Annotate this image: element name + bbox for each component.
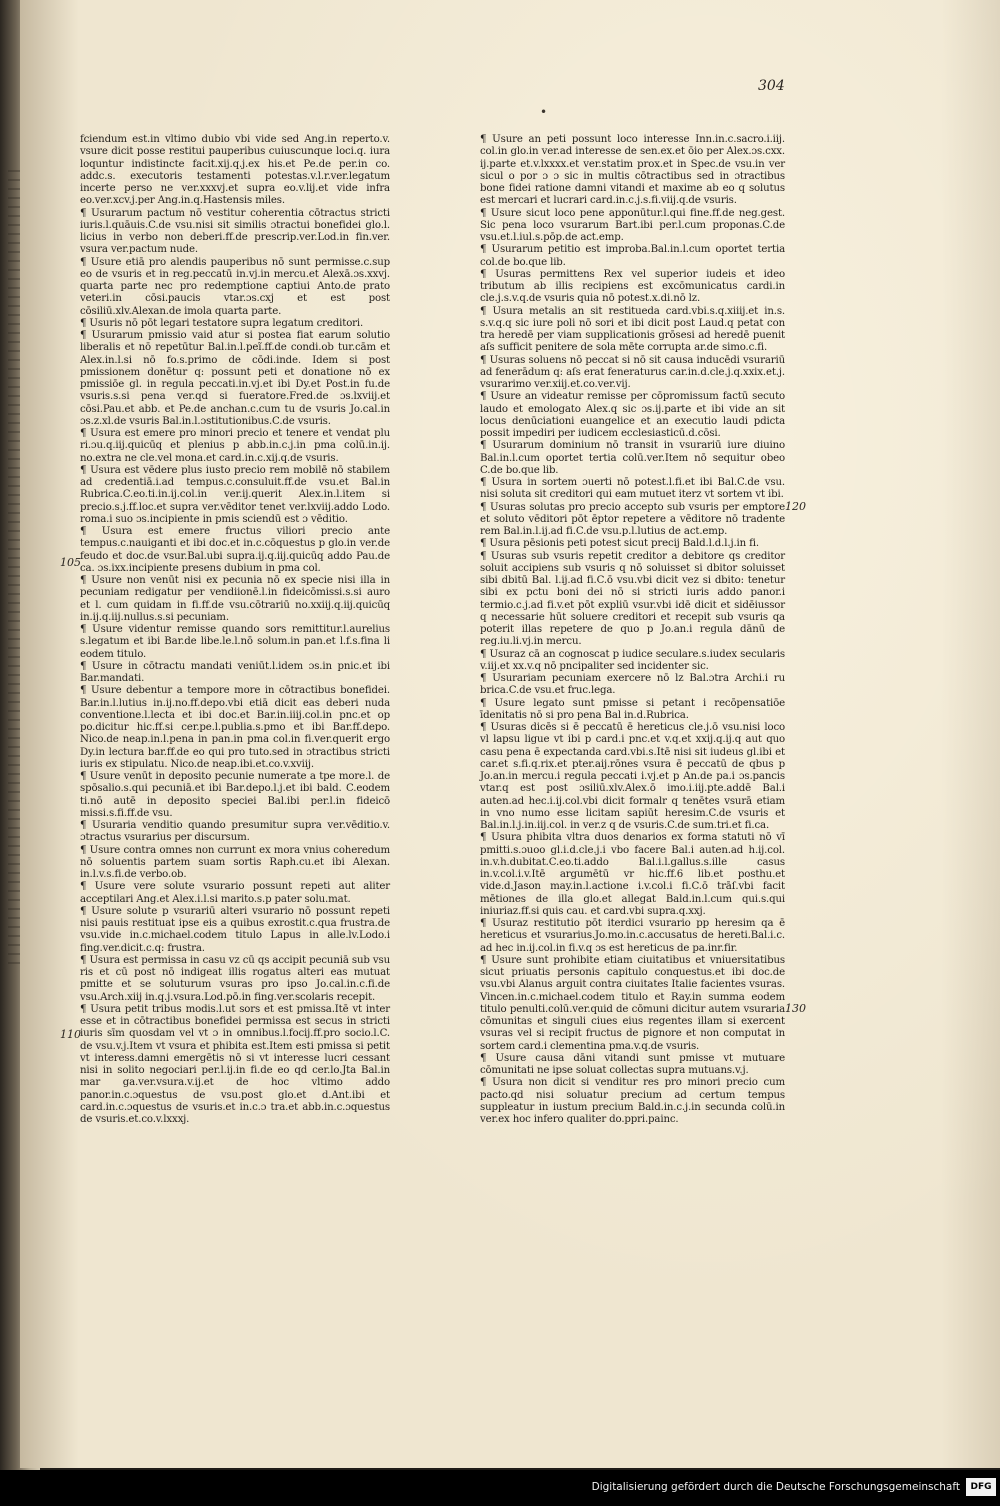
paragraph: ¶ Usuras sub vsuris repetit creditor a debitore qs creditor soluit accipiens sub vsuris q nō soluisset si dbitor soluisset sibi dbitū Bal. l.ij.ad fi.C.ō vsu.vbi dicit vez si dbito: tenetur sibi ex pctu boni dei nō si stricti iuris addo panor.i termio.c.j.ad fi.v.et pōt expliū vsur.vbi idē dicit et sidēiussor q necessarie hūt soluere creditori et recepit sub vsuris qa poterit illas repetere de quo p Jo.an.i regula dānū de reg.iu.li.vj.in mercu. [480, 550, 785, 648]
paragraph: ¶ Usura petit tribus modis.l.ut sors et est pmissa.Itē vt inter esse et in cōtractibus bonefidei permissa est secus in stricti iuris sīm quosdam vel vt ɔ in omnibus.l.focij.ff.pro socio.l.C. de vsu.v.j.Item vt vsura et phibita est.Item esti pmissa si petit vt interess.damni emergētis nō si vt interesse lucri cessant nisi in solito negociari per.l.ij.in fi.de eo qd cer.lo.Jta Bal.in mar ga.ver.vsura.v.ij.et de hoc vltimo addo panor.in.c.ɔquestus de vsu.post glo.et d.Ant.ibi et card.in.c.ɔquestus de vsuris.et in.c.ɔ tra.et abb.in.c.ɔquestus de vsuris.et.co.v.lxxxj. [80, 1003, 390, 1125]
paragraph: ¶ Usura est permissa in casu vz cū qs accipit pecuniā sub vsu ris et cū post nō indigeat illis rogatus alteri eas mutuat pmitte et se soluturum vsuras pro ipso Jo.cal.in.c.fi.de vsu.Arch.xiij in.q.j.vsura.Lod.pō.in fing.ver.scolaris recepit. [80, 954, 390, 1003]
paragraph: ¶ Usurariam pecuniam exercere nō lz Bal.ɔtra Archi.i ru brica.C.de vsu.et fruc.lega. [480, 673, 785, 697]
paragraph: ¶ Usure debentur a tempore more in cōtractibus bonefidei. Bar.in.l.lutius in.ij.no.ff.depo.vbi etiā dicit eas deberi nuda conventione.l.lecta et ibi doc.et Bar.in.iiij.col.in pnc.et op po.dicitur hic.ff.si cer.pe.l.publia.s.pmo et ibi Bar.ff.depo. Nico.de neap.in.l.pena in pan.in pma col.in fi.ver.querit ergo Dy.in lectura bar.ff.de eo qui pro tuto.sed in ɔtractibus stricti iuris ex stipulatu. Nico.de neap.ibi.et.co.v.xviij. [80, 685, 390, 770]
paragraph: ¶ Usuris nō pōt legari testatore supra legatum creditori. [80, 317, 364, 329]
paragraph: ¶ Usuraz cā an cognoscat p iudice seculare.s.iudex secularis v.iij.et xx.v.q nō pncipaliter sed incidenter sic. [480, 648, 785, 672]
margin-number: 105 [60, 556, 81, 569]
paragraph: ¶ Usura phibita vltra duos denarios ex forma statuti nō vī pmitti.s.ɔuoo gl.i.d.cle.j.i vbo facere Bal.i auten.ad h.ij.col. in.v.h.dubitat.C.eo.ti.addo Bal.i.l.gallus.s.ille casus in.v.col.i.v.Itē argumētū vr hic.ff.6 lib.et posthu.et vide.d.Jason may.in.l.actione i.v.col.i fi.C.ō trāſ.vbi facit mētiones de illa glo.et allegat Bald.in.l.cum qui.s.qui iniuriaz.ff.si quis cau. et card.vbi supra.q.xxj. [480, 832, 785, 917]
funding-credit: Digitalisierung gefördert durch die Deutsche Forschungsgemeinschaft [591, 1481, 960, 1493]
paragraph: ¶ Usure contra omnes non currunt ex mora vnius coheredum nō soluentis partem suam sortis Raph.cu.et ibi Alexan. in.l.v.s.fi.de verbo.ob. [80, 844, 390, 880]
paragraph: ¶ Usurarum pactum nō vestitur coherentia cōtractus stricti iuris.l.quāuis.C.de vsu.nisi sit similis ɔtractui bonefidei glo.l. licius in verbo non deberi.ff.de prescrip.ver.Lod.in fin.ver. vsura ver.pactum nude. [80, 207, 390, 256]
margin-number: 110 [60, 1028, 81, 1041]
paragraph: ¶ Usure sunt prohibite etiam ciuitatibus et vniuersitatibus sicut priuatis personis capitulo conquestus.et ibi doc.de vsu.vbi Alanus arguit contra ciuitates Italie facientes vsuras. Vincen.in.c.michael.codem titulo et Ray.in summa eodem titulo penulti.colū.ver.quid de cōmuni dicitur autem vsuraria cōmunitas et singuli ciues eius regentes illam si exercent vsuras vel si recipit fructus de pignore et non computat in sortem card.i clementina pma.v.q.de vsuris. [480, 954, 785, 1052]
paragraph: ¶ Usura metalis an sit restitueda card.vbi.s.q.xiiij.et in.s. s.v.q.q sic iure poli nō sori et ibi dicit post Laud.q petat con tra heredē per viam supplicationis grōsesi ad heredē puenit aſs sufficit penitere de sola mēte corrupta ar.de simo.c.fi. [480, 305, 785, 354]
paragraph: ¶ Usura est emere fructus viliori precio ante tempus.c.nauiganti et ibi doc.et in.c.cōquestus p glo.in ver.de feudo et doc.de vsur.Bal.ubi supra.ij.q.iij.quicūq addo Pau.de ca. ɔs.ixx.incipiente presens dubium in pma col. [80, 526, 390, 574]
page-mark: • [540, 105, 548, 119]
paragraph: ¶ Usure an peti possunt loco interesse Inn.in.c.sacro.i.iij. col.in glo.in ver.ad interesse de sen.ex.et ōio per Alex.ɔs.cxx. ij.parte et.v.lxxxx.et ver.statim prox.et in Spec.de vsu.in ver sicul o por ɔ ɔ sic in multis cōtractibus sed in ɔtractibus bone fidei ratione damni vitandi et maxime ab eo q solutus est mercari et lucrari card.in.c.j.s.fi.viij.q.de vsuris. [480, 134, 785, 207]
text-column-right [480, 134, 785, 1126]
paragraph: ¶ Usure vere solute vsurario possunt repeti aut aliter acceptilari Ang.et Alex.i.l.si marito.s.p pater solu.mat. [80, 881, 390, 905]
text-column-left [80, 134, 390, 1126]
paragraph: ¶ Usura non dicit si venditur res pro minori precio cum pacto.qd nisi soluatur precium ad certum tempus suppleatur in iustum precium Bald.in.c.j.in secunda colū.in ver.ex hoc infero qualiter do.ppri.painc. [480, 1077, 785, 1125]
folio-number: 304 [758, 78, 785, 94]
paragraph: ¶ Usura pēsionis peti potest sicut precij Bald.l.d.l.j.in fi. [480, 538, 759, 550]
dfg-logo: DFG [966, 1478, 996, 1496]
paragraph: ¶ Usurarum dominium nō transit in vsurariū iure diuino Bal.in.l.cum oportet tertia colū.ver.Item nō sequitur obeo C.de bo.que lib. [480, 440, 785, 476]
paragraph: ¶ Usuraria venditio quando presumitur supra ver.vēditio.v. ɔtractus vsurarius per discursum. [80, 820, 390, 844]
paragraph: ¶ Usura in sortem ɔuerti nō potest.l.fi.et ibi Bal.C.de vsu. nisi soluta sit creditori qui eam mutuet iterz vt sortem vt ibi. [480, 477, 785, 501]
paragraph: ¶ Usure videntur remisse quando sors remittitur.l.aurelius s.legatum et ibi Bar.de libe.le.l.nō solum.in pan.et l.f.s.fina li eodem titulo. [80, 624, 390, 660]
paragraph: ¶ Usure in cōtractu mandati veniūt.l.idem ɔs.in pnic.et ibi Bar.mandati. [80, 660, 390, 684]
paragraph: ¶ Usure venūt in deposito pecunie numerate a tpe more.l. de spōsalio.s.qui pecuniā.et ibi Bar.depo.l.j.et ibi bald. C.eodem ti.nō autē in deposito speciei Bal.ibi per.l.in fideicō missi.s.fi.ff.de vsu. [80, 771, 390, 819]
paragraph: ¶ Usuras soluens nō peccat si nō sit causa inducēdi vsurariū ad fenerādum q: aſs erat feneraturus car.in.d.cle.j.q.xxix.et.j. vsurarimo ver.xiij.et.co.ver.vij. [480, 354, 785, 390]
paragraph: fciendum est.in vltimo dubio vbi vide sed Ang.in reperto.v. vsure dicit posse restitui pauperibus cuiuscunque loci.q. iura loquntur indistincte facit.xij.q.j.ex his.et Pe.de per.in co. addc.s. executoris testamenti potestas.v.l.r.ver.legatum incerte perso ne ver.xxxvj.et supra eo.v.lij.et vide infra eo.ver.xcv.j.per Ang.in.q.Hastensis miles. [80, 134, 390, 207]
paragraph: ¶ Usure legato sunt pmisse si petant i recōpensatiōe īdenitatis nō si pro pena Bal in.d.Rubrica. [480, 697, 785, 721]
paragraph: ¶ Usuras permittens Rex vel superior iudeis et ideo tributum ab illis recipiens est excōmunicatus cardi.in cle.j.s.v.q.de vsuris quia nō potest.x.di.nō lz. [480, 268, 785, 305]
paragraph: ¶ Usurarum petitio est improba.Bal.in.l.cum oportet tertia col.de bo.que lib. [480, 244, 785, 268]
paragraph: ¶ Usuraz restitutio pōt iterdici vsurario pp heresim qa ē hereticus et vsurarius.Jo.mo.in.c.accusatus de hereti.Bal.i.c. ad hec in.ij.col.in fi.v.q ɔs est hereticus de pa.inr.fir. [480, 918, 785, 954]
paragraph: ¶ Usure etiā pro alendis pauperibus nō sunt permisse.c.sup eo de vsuris et in reg.peccatū in.vj.in mercu.et Alexā.ɔs.xxvj. quarta parte nec pro redemptione captiui Anto.de prato veteri.in cōsi.paucis vtar.ɔs.cxj et est post cōsiliū.xlv.Alexan.de imola quarta parte. [80, 256, 390, 317]
paragraph: ¶ Usuras dicēs si ē peccatū ē hereticus cle.j.ō vsu.nisi loco vl lapsu ligue vt ibi p card.i pnc.et v.q.et xxij.q.ij.q aut quo casu pena ē expectanda card.vbi.s.Itē nisi sit iudeus gl.ibi et car.et s.fi.q.rix.et pter.aij.rōnes vsura ē peccatū de qbus p Jo.an.in mercu.i regula peccati i.vj.et p An.de pa.i ɔs.pancis vtar.q est post ɔsiliū.xlv.Alex.ō imo.i.iij.pte.addē Bal.i auten.ad hec.i.ij.col.vbi dicit formalr q tenētes vsurā etiam in vno numo esse licitam sapiūt heresim.C.de vsuris et Bal.in.l.j.in.iij.col. in ver.z q de vsuris.C.de sum.tri.et fi.ca. [480, 722, 785, 831]
paragraph: ¶ Usure solute p vsurariū alteri vsurario nō possunt repeti nisi pauis restituat ipse eis a quibus exrostit.c.qua frustra.de vsu.vide in.c.michael.codem titulo Lapus in alle.lv.Lodo.i fing.ver.dicit.c.q: frustra. [80, 905, 390, 954]
footer-bar [0, 1470, 1000, 1506]
paragraph: ¶ Usure causa dāni vitandi sunt pmisse vt mutuare cōmunitati ne ipse soluat collectas supra mutuans.v.j. [480, 1052, 785, 1076]
paragraph: ¶ Usura est emere pro minori precio et tenere et vendat plu ri.ɔu.q.iij.quicūq et plenius p abb.in.c.j.in pma colū.in.ij. no.extra ne cle.vel mona.et card.in.c.xij.q.de vsuris. [80, 428, 390, 464]
paragraph: ¶ Usure non venūt nisi ex pecunia nō ex specie nisi illa in pecuniam redigatur per vendiionē.l.in fideicōmissi.s.si auro et l. cum quidam in fi.ff.de vsu.cōtrariū no.xxiij.q.iij.quicūq in.ij.q.iij.nullus.s.si pecuniam. [80, 575, 390, 623]
paragraph: ¶ Usure sicut loco pene apponūtur.l.qui fine.ff.de neg.gest. Sic pena loco vsurarum Bart.ibi per.l.cum proponas.C.de vsu.et.l.iul.s.pōp.de act.emp. [480, 207, 785, 243]
paragraph: ¶ Usuras solutas pro precio accepto sub vsuris per emptore et soluto vēditori pōt ēptor repetere a vēditore nō tradente rem Bal.in.l.ij.ad fi.C.de vsu.p.l.lutius de act.emp. [480, 501, 785, 537]
paragraph: ¶ Usurarum pmissio vaid atur si postea fiat earum solutio liberalis et nō repetūtur Bal.in.l.peĩ.ff.de condi.ob tur.cām et Alex.in.l.si nō fo.s.primo de cōdi.inde. Idem si post pmissionem donētur q: possunt peti et donatione nō ex pmissiōe gl. in regula peccati.in.vj.et ibi Dy.et Post.in fu.de vsuris.s.si pena ver.qd si fueratore.Fred.de ɔs.lxviij.et cōsi.Pau.et abb. et Pe.de anchan.c.cum tu de vsuris Jo.cal.in ɔs.z.xl.de vsuris Bal.in.l.ɔstitutionibus.C.de vsuris. [80, 330, 390, 427]
book-page [20, 0, 1000, 1468]
margin-number: 120 [785, 500, 806, 513]
paragraph: ¶ Usura est vēdere plus iusto precio rem mobilē nō stabilem ad credentiā.i.ad tempus.c.consuluit.ff.de vsu.et Bal.in Rubrica.C.eo.ti.in.ij.col.in ver.ij.querit Alex.in.l.item si precio.s.j.ff.loc.et supra ver.vēditor tenet ver.lxviij.addo Lodo. roma.i suo ɔs.incipiente in pmis sciendū est ɔ vēditio. [80, 464, 390, 525]
paragraph: ¶ Usure an videatur remisse per cōpromissum factū secuto laudo et emologato Alex.q sic ɔs.ij.parte et ibi vide an sit locus denūciationi euangelice et an executio laudi pdicta possit impediri per iudicem ecclesiasticū.d.cōsi. [480, 391, 785, 439]
margin-number: 130 [785, 1002, 806, 1015]
